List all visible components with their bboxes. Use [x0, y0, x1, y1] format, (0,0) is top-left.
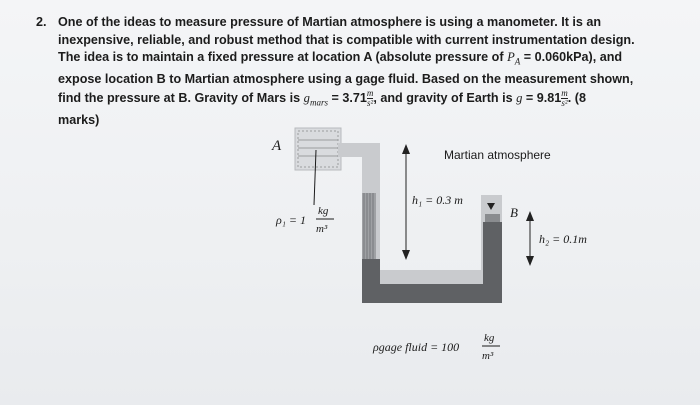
tank-a	[295, 128, 341, 205]
unit-denominator: s²	[366, 97, 374, 108]
martian-atmosphere-label: Martian atmosphere	[444, 148, 551, 162]
unit-numerator: m	[561, 87, 568, 98]
rho-gage-unit-numerator: kg	[484, 332, 495, 344]
pressure-symbol: P	[507, 50, 515, 65]
gravity-earth-symbol: g	[516, 90, 523, 105]
question-line: inexpensive, reliable, and robust method that is compatible with current instrumentation design.	[58, 32, 635, 47]
h1-label: h₁ = 0.3 m	[412, 193, 463, 207]
h1-dimension-arrow	[402, 144, 410, 260]
label-b: B	[510, 205, 518, 220]
label-a: A	[272, 138, 282, 154]
text-fragment: , and gravity of Earth is	[373, 90, 517, 105]
rho1-unit-numerator: kg	[318, 205, 329, 217]
text-fragment: The idea is to maintain a fixed pressure at location A (absolute pressure of	[58, 50, 508, 65]
h2-label: h₂ = 0.1m	[539, 232, 587, 246]
u-tube	[362, 143, 502, 303]
question-line: One of the ideas to measure pressure of Martian atmosphere is using a manometer. It is an	[58, 15, 602, 29]
rho1-label: ρ₁ = 1	[276, 213, 307, 227]
unit-denominator: s²	[561, 97, 568, 108]
question-line: expose location B to Martian atmosphere using a gage fluid. Based on the measurement shown,	[58, 72, 634, 87]
text-fragment: = 3.71	[327, 90, 367, 105]
question-number: 2.	[36, 15, 47, 29]
rho-gage-unit-denominator: m³	[482, 350, 494, 362]
text-fragment: . (8	[567, 90, 586, 105]
text-fragment: find the pressure at B. Gravity of Mars is	[58, 90, 304, 105]
text-fragment: = 9.81	[522, 90, 562, 105]
rho-gage-label: ρgage fluid = 100	[373, 340, 460, 354]
question-line: marks)	[58, 112, 100, 127]
gravity-mars-subscript: mars	[309, 97, 328, 108]
rho1-unit-denominator: m³	[316, 223, 328, 235]
pressure-subscript: A	[514, 56, 521, 67]
gravity-mars-symbol: g	[303, 90, 310, 105]
unit-numerator: m	[366, 87, 374, 98]
text-fragment: = 0.060kPa), and	[520, 50, 623, 65]
h2-dimension-arrow	[526, 211, 534, 266]
